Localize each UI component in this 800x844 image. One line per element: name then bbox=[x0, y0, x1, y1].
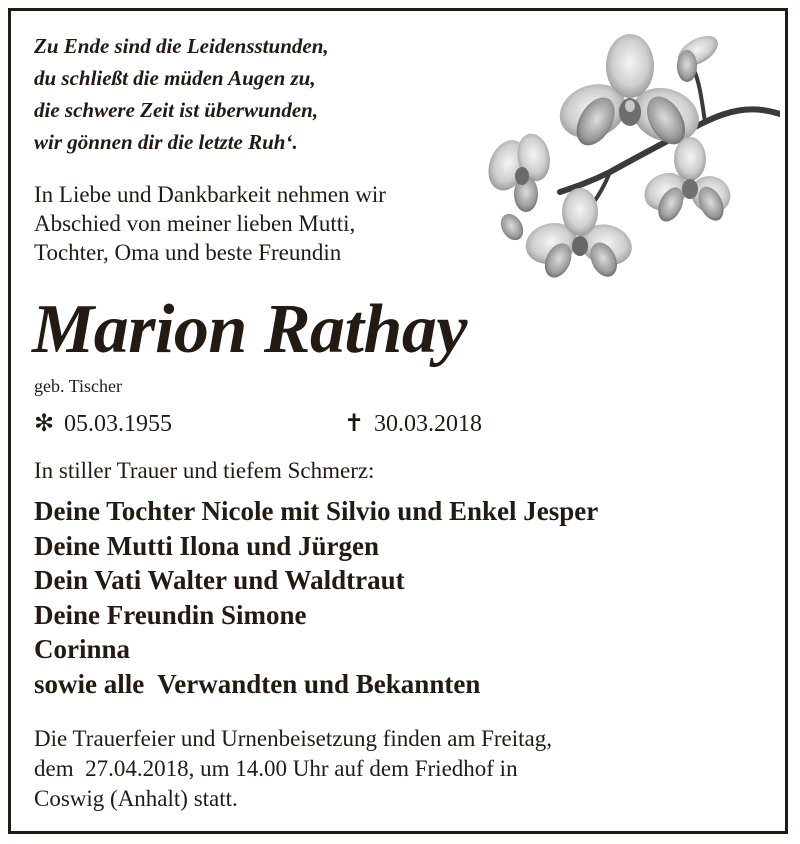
intro-line: In Liebe und Dankbarkeit nehmen wir bbox=[34, 182, 386, 207]
service-info bbox=[34, 724, 552, 814]
deceased-name: Marion Rathay bbox=[32, 291, 467, 368]
mourner-line: Deine Mutti Ilona und Jürgen bbox=[34, 530, 380, 561]
death-date-group bbox=[344, 408, 482, 440]
service-line: Coswig (Anhalt) statt. bbox=[34, 786, 238, 811]
birth-name: geb. Tischer bbox=[34, 376, 123, 396]
mourner-line: Dein Vati Walter und Waldtraut bbox=[34, 565, 405, 595]
mourner-line: Corinna bbox=[34, 634, 131, 664]
birth-date-group bbox=[34, 408, 172, 440]
poem-line: wir gönnen dir die letzte Ruh‘. bbox=[34, 130, 298, 154]
grief-intro: In stiller Trauer und tiefem Schmerz: bbox=[34, 458, 375, 483]
intro-text bbox=[34, 180, 386, 267]
intro-line: Abschied von meiner lieben Mutti, bbox=[34, 211, 356, 236]
intro-line: Tochter, Oma und beste Freundin bbox=[34, 240, 342, 265]
mourners-list bbox=[34, 494, 598, 701]
birth-date: 05.03.1955 bbox=[64, 411, 172, 437]
poem bbox=[34, 30, 329, 158]
mourner-line: Deine Freundin Simone bbox=[34, 599, 307, 630]
mourner-line: sowie alle Verwandten und Bekannten bbox=[34, 668, 481, 699]
poem-line: du schließt die müden Augen zu, bbox=[34, 66, 316, 90]
orchid-branch-icon bbox=[480, 22, 780, 292]
death-date: 30.03.2018 bbox=[374, 411, 482, 437]
cross-icon: ✝ bbox=[344, 411, 365, 437]
poem-line: Zu Ende sind die Leidensstunden, bbox=[34, 34, 329, 58]
service-line: Die Trauerfeier und Urnenbeisetzung finden am Freitag, bbox=[34, 726, 552, 751]
service-line: dem 27.04.2018, um 14.00 Uhr auf dem Friedhof in bbox=[34, 756, 518, 781]
mourner-line: Deine Tochter Nicole mit Silvio und Enkel Jesper bbox=[34, 496, 599, 526]
poem-line: die schwere Zeit ist überwunden, bbox=[34, 98, 319, 122]
asterisk-icon: ✻ bbox=[34, 411, 55, 437]
